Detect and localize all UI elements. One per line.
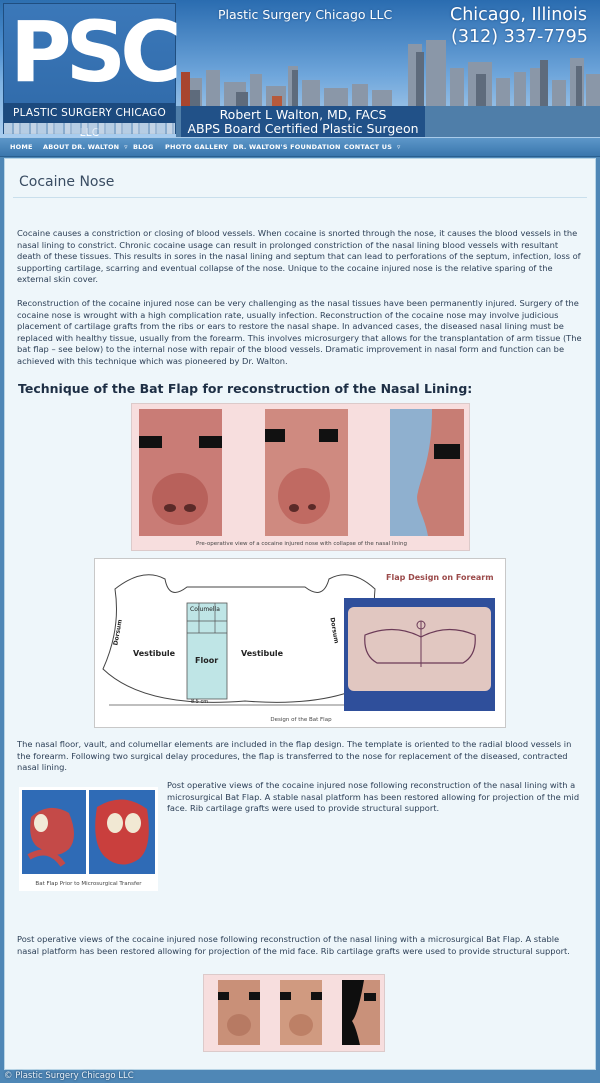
nav-contact-us[interactable]: CONTACT US ▿ <box>344 143 401 151</box>
doctor-name: Robert L Walton, MD, FACS <box>219 107 387 122</box>
diagram-label-floor: Floor <box>195 656 219 665</box>
reconstruction-paragraph: Reconstruction of the cocaine injured nose can be very challenging as the nasal tissues have been permanently injured. Surgery of the cocaine nose is wrought with a high complication rate, usually infection. Reconstruction of the cocaine nose may involve judicious placement of cartilage grafts from the ribs or ears to restore the nasal shape. In advanced cases, the diseased nasal lining must be replaced with healthy tissue, usually from the forearm. This involves microsurgery that allows for the transplantation of arm tissue (The bat flap – see below) to the internal nose with repair of the blood vessels. Dramatic improvement in nasal form and function can be achieved with this technique which was pioneered by Dr. Walton. <box>17 298 582 366</box>
main-nav <box>0 137 600 157</box>
city-heading: Chicago, Illinois <box>450 5 587 25</box>
postop-paragraph-2: Post operative views of the cocaine injured nose following reconstruction of the nasal lining with a microsurgical Bat Flap. A stable nasal platform has been restored allowing for projection of the mid face. Rib cartilage grafts were used to provide structural support. <box>17 934 570 956</box>
bat-flap-photos-image <box>19 787 158 880</box>
logo-company-name: PLASTIC SURGERY CHICAGO <box>4 103 175 123</box>
bat-flap-diagram-panel <box>94 558 506 728</box>
flap-design-paragraph: The nasal floor, vault, and columellar elements are included in the flap design. The template is oriented to the radial blood vessels in the forearm. Following two surgical delay procedures, the flap is transferred to the nose for replacement of the diseased, contracted nasal lining. <box>17 739 572 772</box>
phone-number[interactable]: (312) 337-7795 <box>451 27 588 47</box>
bat-flap-photo-panel <box>19 787 158 891</box>
diagram-caption: Design of the Bat Flap <box>270 717 332 723</box>
bat-flap-caption: Bat Flap Prior to Microsurgical Transfer <box>35 881 142 887</box>
flap-design-label: Flap Design on Forearm <box>386 573 494 582</box>
copyright-text: © Plastic Surgery Chicago LLC <box>4 1071 134 1081</box>
nav-dr-waltons-foundation[interactable]: DR. WALTON'S FOUNDATION <box>233 143 341 151</box>
nav-blog[interactable]: BLOG <box>133 143 154 151</box>
title-divider <box>13 197 587 198</box>
bat-flap-template-diagram <box>95 559 507 729</box>
nav-home[interactable]: HOME <box>10 143 33 151</box>
preop-photo-panel <box>131 403 470 551</box>
psc-logo[interactable] <box>3 3 176 134</box>
logo-letters: PSC <box>10 3 176 101</box>
diagram-label-dorsum-right: Dorsum <box>328 617 340 644</box>
diagram-label-dorsum-left: Dorsum <box>112 619 124 646</box>
intro-paragraph: Cocaine causes a constriction or closing of blood vessels. When cocaine is snorted through the nose, it causes the blood vessels in the nasal lining to constrict. Chronic cocaine usage can result in prolonged constriction of the nasal lining blood vessels with resultant death of these tissues. This results in sores in the nasal lining and septum that can lead to perforations of the septum, infection, loss of supporting cartilage, scarring and eventual collapse of the nose. Unique to the cocaine injured nose is the relative sparing of the external skin cover. <box>17 228 581 284</box>
logo-decorative-strip <box>4 123 175 134</box>
nav-about-dr-walton[interactable]: ABOUT DR. WALTON ▿ <box>43 143 128 151</box>
postop-photos-image <box>204 975 386 1053</box>
preop-caption: Pre-operative view of a cocaine injured nose with collapse of the nasal lining <box>196 541 407 547</box>
site-footer <box>0 1070 600 1083</box>
doctor-credential: ABPS Board Certified Plastic Surgeon <box>187 121 419 136</box>
diagram-label-vestibule-left: Vestibule <box>133 649 176 658</box>
preop-photos-image <box>132 404 471 552</box>
main-content <box>4 158 596 1070</box>
page-title: Cocaine Nose <box>19 174 115 190</box>
postop-paragraph-1: Post operative views of the cocaine injured nose following reconstruction of the nasal lining with a microsurgical Bat Flap. A stable nasal platform has been restored allowing for projection of the mid face. Rib cartilage grafts were used to provide structural support. <box>167 780 580 813</box>
postop-photo-panel <box>203 974 385 1052</box>
practice-name: Plastic Surgery Chicago LLC <box>218 7 393 22</box>
section-heading: Technique of the Bat Flap for reconstruction of the Nasal Lining: <box>18 381 473 396</box>
diagram-label-columella: Columella <box>190 606 220 613</box>
nav-photo-gallery[interactable]: PHOTO GALLERY <box>165 143 228 151</box>
diagram-label-width: 8.5 cm <box>191 699 209 705</box>
diagram-label-vestibule-right: Vestibule <box>241 649 284 658</box>
site-header <box>0 0 600 137</box>
